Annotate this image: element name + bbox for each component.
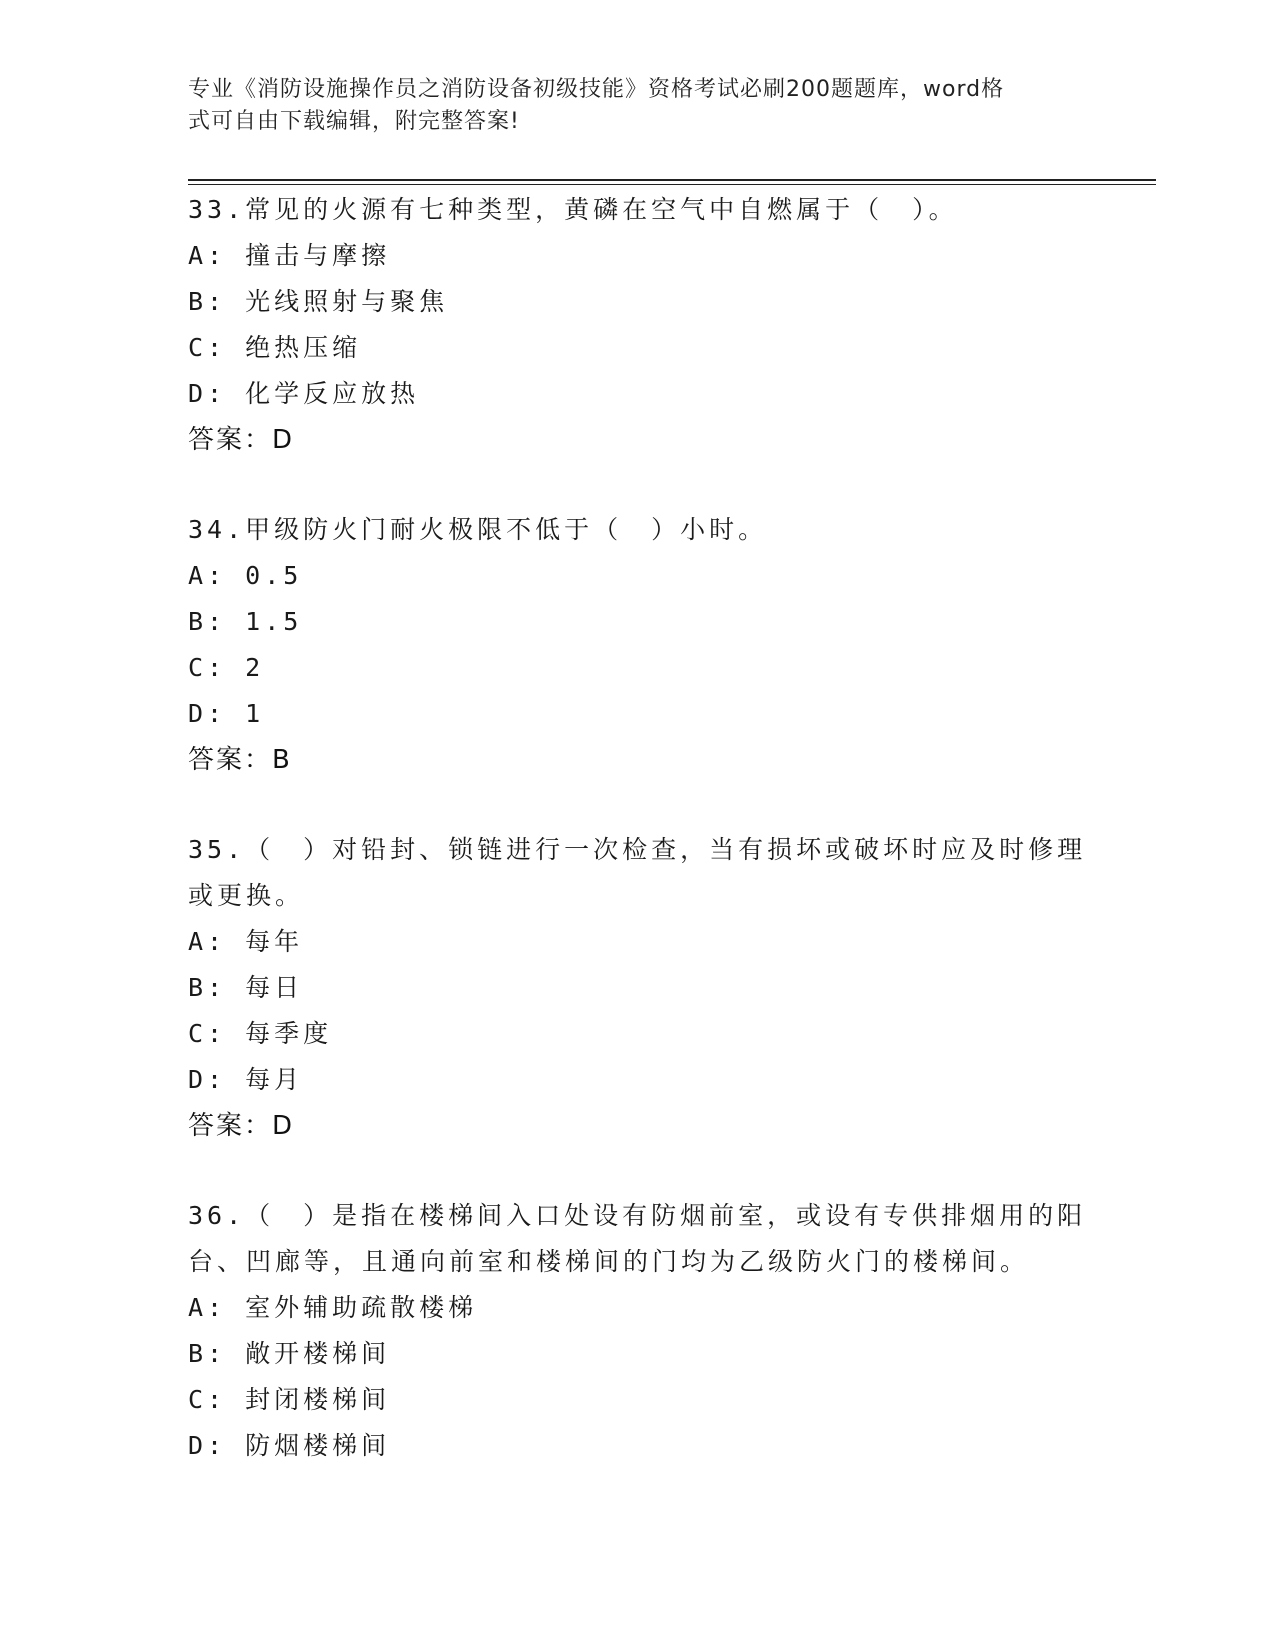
question-text-line-1: 36.（ ）是指在楼梯间入口处设有防烟前室，或设有专供排烟用的阳 [188, 1201, 1087, 1230]
header-line-1: 专业《消防设施操作员之消防设备初级技能》资格考试必刷200题题库，word格 [188, 77, 1005, 102]
option-b: B: 敞开楼梯间 [188, 1339, 391, 1368]
header-divider-thick [188, 179, 1156, 181]
option-d: D: 防烟楼梯间 [188, 1431, 391, 1460]
option-a: A: 0.5 [188, 561, 303, 590]
question-text-line-2: 或更换。 [188, 881, 305, 910]
answer-line: 答案：B [188, 745, 292, 775]
question-block-35 [188, 827, 1088, 1149]
option-a: A: 室外辅助疏散楼梯 [188, 1293, 478, 1322]
question-text: 33.常见的火源有七种类型，黄磷在空气中自燃属于（ ）。 [188, 195, 958, 224]
question-block-36 [188, 1193, 1088, 1469]
option-c: C: 绝热压缩 [188, 333, 362, 362]
option-c: C: 2 [188, 653, 265, 682]
option-a: A: 每年 [188, 927, 304, 956]
document-header [188, 74, 1078, 138]
option-c: C: 每季度 [188, 1019, 333, 1048]
answer-line: 答案：D [188, 1111, 295, 1141]
option-b: B: 每日 [188, 973, 304, 1002]
question-text-line-2: 台、凹廊等，且通向前室和楼梯间的门均为乙级防火门的楼梯间。 [188, 1247, 1030, 1276]
question-list [188, 187, 1088, 1513]
option-c: C: 封闭楼梯间 [188, 1385, 391, 1414]
option-b: B: 1.5 [188, 607, 303, 636]
header-divider-thin [188, 184, 1156, 185]
header-line-2: 式可自由下载编辑，附完整答案! [188, 109, 520, 134]
option-d: D: 1 [188, 699, 265, 728]
answer-line: 答案：D [188, 425, 295, 455]
option-b: B: 光线照射与聚焦 [188, 287, 449, 316]
question-text: 34.甲级防火门耐火极限不低于（ ）小时。 [188, 515, 768, 544]
option-a: A: 撞击与摩擦 [188, 241, 391, 270]
option-d: D: 化学反应放热 [188, 379, 420, 408]
question-block-34 [188, 507, 1088, 783]
question-block-33 [188, 187, 1088, 463]
question-text-line-1: 35.（ ）对铅封、锁链进行一次检查，当有损坏或破坏时应及时修理 [188, 835, 1087, 864]
option-d: D: 每月 [188, 1065, 304, 1094]
